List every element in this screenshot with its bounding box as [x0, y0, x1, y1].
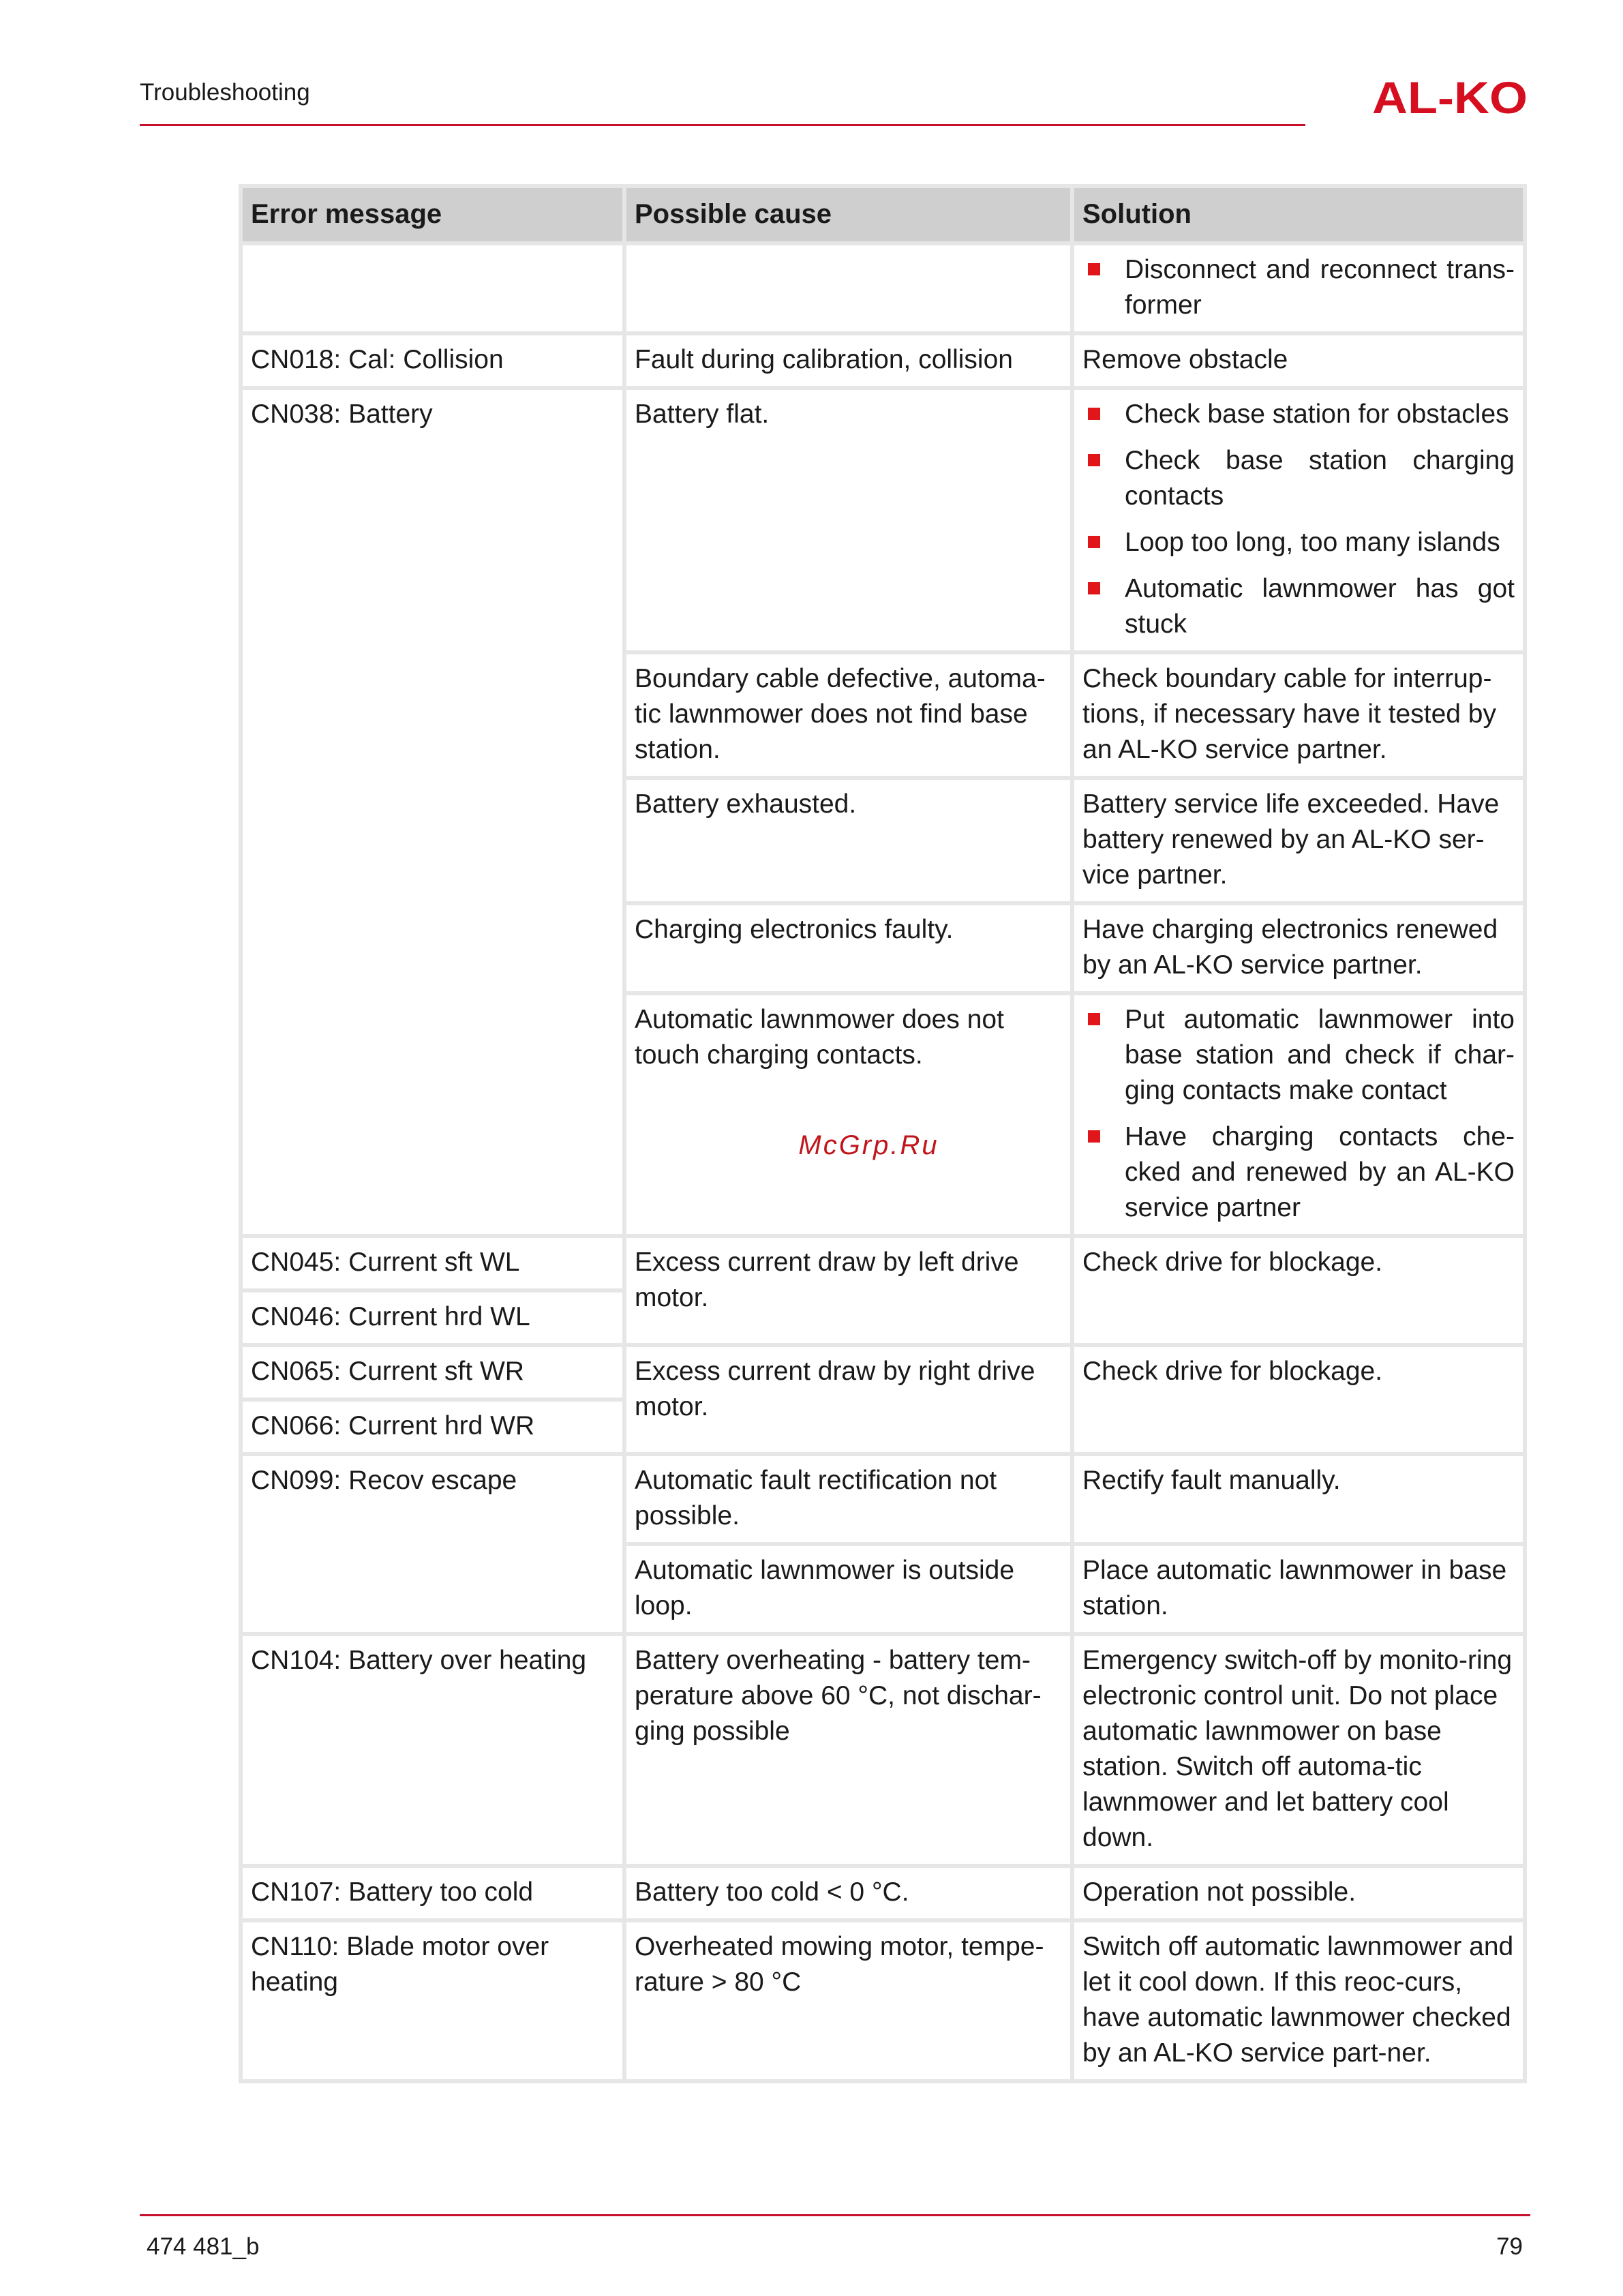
list-item: Check base station for obstacles	[1082, 397, 1515, 432]
cause-cell: Boundary cable defective, automa-tic lawnmower does not find base station.	[626, 654, 1070, 776]
page-number: 79	[1496, 2233, 1523, 2260]
cause-cell: Automatic lawnmower is outside loop.	[626, 1546, 1070, 1632]
error-cell	[243, 245, 622, 331]
cause-cell: Excess current draw by left drive motor.	[626, 1238, 1070, 1343]
header-rule	[140, 124, 1305, 126]
cause-cell: Battery exhausted.	[626, 780, 1070, 901]
troubleshooting-table	[239, 184, 1527, 2083]
solution-cell: Check drive for blockage.	[1074, 1238, 1523, 1343]
bullet-square-icon	[1088, 263, 1100, 275]
cause-cell: Battery too cold < 0 °C.	[626, 1868, 1070, 1918]
document-number: 474 481_b	[147, 2233, 260, 2260]
solution-cell: Battery service life exceeded. Have battery renewed by an AL-KO ser-vice partner.	[1074, 780, 1523, 901]
bullet-square-icon	[1088, 408, 1100, 420]
troubleshooting-table-container	[239, 184, 1527, 2083]
table-row	[243, 335, 1523, 386]
table-row	[243, 245, 1523, 331]
solution-cell	[1074, 995, 1523, 1234]
table-row	[243, 1347, 1523, 1398]
solution-cell: Remove obstacle	[1074, 335, 1523, 386]
cause-cell: Excess current draw by right drive motor.	[626, 1347, 1070, 1452]
cause-cell: Charging electronics faulty.	[626, 905, 1070, 991]
column-header-cause: Possible cause	[626, 188, 1070, 241]
error-cell: CN045: Current sft WL	[243, 1238, 622, 1288]
solution-cell	[1074, 245, 1523, 331]
error-cell: CN038: Battery	[243, 390, 622, 1234]
table-row	[243, 1238, 1523, 1288]
error-cell: CN107: Battery too cold	[243, 1868, 622, 1918]
table-row	[243, 1922, 1523, 2079]
column-header-solution: Solution	[1074, 188, 1523, 241]
list-item: Have charging contacts che-cked and renewed by an AL-KO service partner	[1082, 1119, 1515, 1226]
error-cell: CN066: Current hrd WR	[243, 1402, 622, 1452]
error-cell: CN104: Battery over heating	[243, 1636, 622, 1864]
error-cell: CN110: Blade motor over heating	[243, 1922, 622, 2079]
bullet-square-icon	[1088, 1013, 1100, 1025]
cause-cell	[626, 995, 1070, 1234]
cause-text: Automatic lawnmower does not touch charging contacts.	[635, 1005, 1004, 1070]
list-item: Put automatic lawnmower into base station and check if char-ging contacts make contact	[1082, 1002, 1515, 1108]
cause-cell	[626, 245, 1070, 331]
table-row	[243, 1456, 1523, 1542]
error-cell: CN046: Current hrd WL	[243, 1293, 622, 1343]
solution-cell: Rectify fault manually.	[1074, 1456, 1523, 1542]
solution-cell: Check boundary cable for interrup-tions, if necessary have it tested by an AL-KO service partner.	[1074, 654, 1523, 776]
error-cell: CN018: Cal: Collision	[243, 335, 622, 386]
cause-cell: Battery flat.	[626, 390, 1070, 650]
bullet-square-icon	[1088, 582, 1100, 594]
list-item: Disconnect and reconnect trans-former	[1082, 252, 1515, 323]
cause-cell: Overheated mowing motor, tempe-rature > 80 °C	[626, 1922, 1070, 2079]
error-cell: CN099: Recov escape	[243, 1456, 622, 1632]
table-header-row	[243, 188, 1523, 241]
bullet-square-icon	[1088, 454, 1100, 466]
solution-cell: Place automatic lawnmower in base station.	[1074, 1546, 1523, 1632]
solution-cell: Switch off automatic lawnmower and let it cool down. If this reoc-curs, have automatic lawnmower checked by an AL-KO service part-ner.	[1074, 1922, 1523, 2079]
solution-cell: Emergency switch-off by monito-ring electronic control unit. Do not place automatic lawnmower on base station. Switch off automa-tic lawnmower and let battery cool down.	[1074, 1636, 1523, 1864]
header-section-title: Troubleshooting	[140, 79, 310, 106]
list-item: Check base station charging contacts	[1082, 443, 1515, 514]
solution-cell: Check drive for blockage.	[1074, 1347, 1523, 1452]
error-cell: CN065: Current sft WR	[243, 1347, 622, 1398]
solution-cell: Operation not possible.	[1074, 1868, 1523, 1918]
solution-cell: Have charging electronics renewed by an AL-KO service partner.	[1074, 905, 1523, 991]
svg-text:AL-KO: AL-KO	[1372, 76, 1528, 119]
alko-logo	[1372, 76, 1529, 119]
table-row	[243, 390, 1523, 650]
cause-cell: Automatic fault rectification not possible.	[626, 1456, 1070, 1542]
solution-cell	[1074, 390, 1523, 650]
watermark-text: McGrp.Ru	[798, 1130, 939, 1160]
table-row	[243, 1868, 1523, 1918]
cause-cell: Fault during calibration, collision	[626, 335, 1070, 386]
footer-rule	[140, 2214, 1530, 2216]
cause-cell: Battery overheating - battery tem-perature above 60 °C, not dischar-ging possible	[626, 1636, 1070, 1864]
bullet-square-icon	[1088, 536, 1100, 548]
column-header-error: Error message	[243, 188, 622, 241]
list-item: Loop too long, too many islands	[1082, 525, 1515, 560]
list-item: Automatic lawnmower has got stuck	[1082, 571, 1515, 642]
table-row	[243, 1636, 1523, 1864]
bullet-square-icon	[1088, 1130, 1100, 1143]
